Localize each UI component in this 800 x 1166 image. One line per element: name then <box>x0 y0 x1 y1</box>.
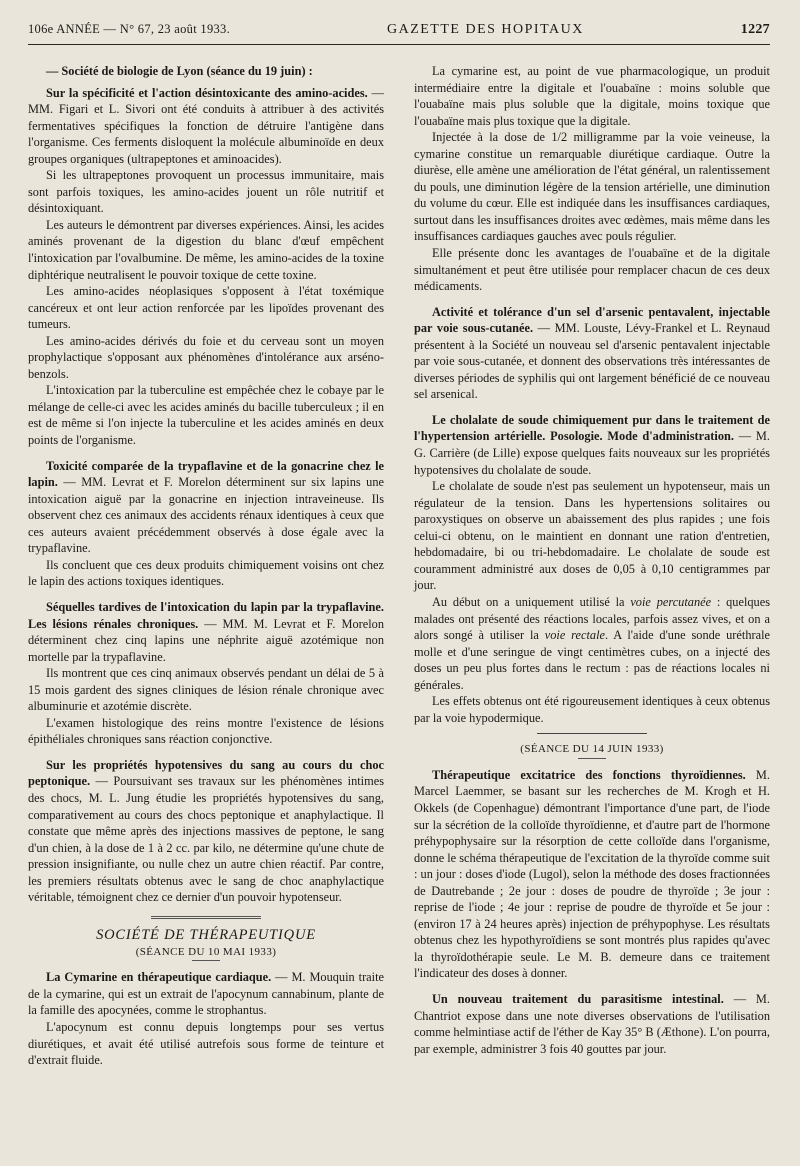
text-run: : quelques malades ont présenté des réactions locales, parfois assez vives, et on a alors songé à utiliser la <box>414 594 770 643</box>
paragraph: Les auteurs le démontrent par diverses expériences. Ainsi, les acides aminés provenant de la digestion du blanc d'œuf empêchent l'intoxication par l'ovalbumine. De même, les amino-acides de la toxine diphtérique neutralisent le pouvoir toxique de cette toxine. <box>28 217 384 282</box>
article-cymarine <box>28 969 384 1019</box>
article-parasitisme <box>414 991 770 1057</box>
article-title: La Cymarine en thérapeutique cardiaque. <box>46 970 272 985</box>
article-text: — M. G. Carrière (de Lille) expose quelques faits nouveaux sur les propriétés hypotensives du cholalate de soude. <box>414 429 770 477</box>
article-title: Thérapeutique excitatrice des fonctions thyroïdiennes. <box>432 767 746 782</box>
article-trypaflavine <box>28 458 384 557</box>
article-text: — M. Chantriot expose dans une note diverses observations de l'utilisation comme helmintiase actif de l'éther de Kay 35° B (Æthone). L'on pourra, par exemple, administrer 3 fois 40 gouttes par jour. <box>414 991 770 1056</box>
session-date: (SÉANCE DU 10 MAI 1933) <box>135 945 277 958</box>
paragraph: Les amino-acides néoplasiques s'opposent à l'état toxémique cancéreux et ont leur action renforcée par les lipoïdes provenant des tumeurs. <box>28 284 384 332</box>
article-title: Activité et tolérance d'un sel d'arsenic pentavalent, injectable par voie sous-cutanée. <box>414 304 770 336</box>
article-thyroide <box>414 767 770 982</box>
paragraph: La cymarine est, au point de vue pharmacologique, un produit intermédiaire entre la digitale et l'ouabaïne : moins soluble que l'ouabaïne mais plus soluble que la digitale, moins toxique que l'ouabaïne mais plus toxique que la digitale. <box>414 64 770 128</box>
emphasis: voie percutanée <box>630 594 712 609</box>
issue-info: 106e ANNÉE — N° 67, 23 août 1933. <box>28 22 231 36</box>
paragraph: L'apocynum est connu depuis longtemps pour ses vertus diurétiques, et avait été utilisé autrefois sous forme de teinture et d'extrait fluide. <box>28 1020 384 1068</box>
article-sequelles <box>28 599 384 665</box>
article-title: Sur les propriétés hypotensives du sang au cours du choc peptonique. <box>28 757 384 789</box>
article-title: Toxicité comparée de la trypaflavine et de la gonacrine chez le lapin. <box>28 458 384 490</box>
paragraph: L'examen histologique des reins montre l'existence de lésions épithéliales chroniques sans réaction conjonctive. <box>28 715 384 747</box>
article-text: — M. Mouquin traite de la cymarine, qui est un extrait de l'apocynum cannabinum, plante de la famille des apocynées, comme le strophantus. <box>28 970 384 1018</box>
paragraph: Les effets obtenus ont été rigoureusement identiques à ceux obtenus par la voie hypodermique. <box>414 694 770 725</box>
article-title: Un nouveau traitement du parasitisme intestinal. <box>432 991 724 1006</box>
article-text: — MM. Louste, Lévy-Frankel et L. Reynaud présentent à la Société un nouveau sel d'arsenic pentavalent injectable par voie sous-cutanée, et donnent des observations très intéressantes de diverses périodes de syphilis qui ont largement bénéficié de ce nouveau sel arsenical. <box>414 321 770 402</box>
article-text: M. Marcel Laemmer, se basant sur les recherches de M. Krogh et H. Okkels (de Copenhague) démontrant l'importance d'une part, de l'iode sur la sécrétion de la colloïde thyroïdienne, et d'autre part de l'hormone préhypophysaire sur la résorption de cette colloïde dans l'organisme, donne le schéma thérapeutique de l'excitation de la thyroïde comme suit : un jour : doses d'iode (Lugol), selon la méthode des doses fractionnées de Dautrebande ; 2e jour : doses de poudre de thyroïde ; 3e jour : reprise de l'iode ; 4e jour : reprise de poudre de thyroïde et 5e jour : (environ 17 à 24 heures après) injection de préhypophyse. Les résultats obtenus chez les hypothyroïdiens se sont montrés plus rapides qu'avec la thyroïdothérapie seule. Le M. B. demeure dans ce traitement l'indicateur des doses à donner. <box>414 767 770 981</box>
article-title: Sur la spécificité et l'action désintoxicante des amino-acides. <box>46 85 368 100</box>
divider <box>192 960 220 961</box>
article-text: — MM. M. Levrat et F. Morelon déterminent chez cinq lapins une néphrite aiguë azotémique non mortelle par la trypaflavine. <box>28 616 384 664</box>
paragraph: Ils concluent que ces deux produits chimiquement voisins ont chez le lapin des actions toxiques identiques. <box>28 557 384 589</box>
paragraph: Injectée à la dose de 1/2 milligramme par la voie veineuse, la cymarine constitue un remarquable diurétique cardiaque. Outre la diurèse, elle amène une amélioration de l'état général, un ralentissement du pouls, une diminution légère de la tension artérielle, une diminution du volume du cœur. Elle est indiquée dans les insuffisances cardiaques, surtout dans les insuffisances droites avec œdèmes, mais même dans les insuffisances cardiaques gauches avec pouls régulier. <box>414 130 770 244</box>
right-column <box>414 63 770 1069</box>
article-text: — MM. Levrat et F. Morelon déterminent sur six lapins une intoxication aiguë par la gonacrine en injection intraveineuse. Ils observent chez ces animaux des accidents rénaux identiques à ceux que ces auteurs avaient précédemment observés à dose égale avec la trypaflavine. <box>28 475 384 556</box>
session-date: (SÉANCE DU 14 JUIN 1933) <box>520 743 664 756</box>
running-header <box>28 22 770 45</box>
text-run: . A l'aide d'une sonde uréthrale molle et d'une seringue de vingt centimètres cubes, on a injecté des doses un peu plus fortes dans le rectum : pas de réactions locales ni générales. <box>414 628 770 692</box>
article-title: Le cholalate de soude chimiquement pur dans le traitement de l'hypertension artérielle. Posologie. Mode d'administration. <box>414 412 770 444</box>
divider <box>537 733 647 734</box>
paragraph <box>414 594 770 693</box>
society-heading: — Société de biologie de Lyon (séance du 19 juin) : <box>46 64 313 78</box>
article-choc-peptonique <box>28 757 384 906</box>
paragraph: Les amino-acides dérivés du foie et du cerveau sont un moyen prophylactique s'opposant aux phénomènes d'intolérance aux arséno-benzols. <box>28 333 384 381</box>
article-text: — MM. Figari et L. Sivori ont été conduits à attribuer à des activités fermentatives spécifiques la fonction de détruire l'antigène dans l'organisme. Ces ferments disloquent la molécule albuminoïde en deux groupes organiques (ultrapeptones et aminoacides). <box>28 85 384 166</box>
section-heading: SOCIÉTÉ DE THÉRAPEUTIQUE <box>96 927 316 944</box>
page-number: 1227 <box>740 22 770 37</box>
two-column-body <box>28 63 770 1069</box>
article-text: — Poursuivant ses travaux sur les phénomènes intimes des chocs, M. L. Jung étudie les propriétés hypotensives du sang, comparativement au cours des chocs peptonique et anaphylactique. Il constate que même après des injections massives de peptone, le sang d'un chien, à la dose de 1 à 2 cc. par kilo, ne détermine qu'une chute de pression insignifiante, ou nulle chez un autre chien réactif. Par contre, les premiers résultats obtenus avec le sang de choc anaphylactique véritable, témoignent chez ce dernier d'un pouvoir hypotenseur. <box>28 774 384 905</box>
article-cholalate <box>414 412 770 478</box>
left-column <box>28 63 384 1069</box>
divider <box>578 758 606 759</box>
emphasis: voie rectale <box>544 628 605 643</box>
paragraph: Elle présente donc les avantages de l'ouabaïne et de la digitale simultanément et peut être utilisée pour remplacer chacun de ces deux médicaments. <box>414 246 770 294</box>
article-title: Séquelles tardives de l'intoxication du lapin par la trypaflavine. Les lésions rénales chroniques. <box>28 599 384 631</box>
paragraph: Le cholalate de soude n'est pas seulement un hypotenseur, mais un régulateur de la tension. Dans les hypertensions solitaires ou paroxystiques on observe un abaissement des plus rapides ; une fois celui-ci obtenu, on le maintient en donnant une ration d'entretien, hebdomadaire, bi ou tri-hebdomadaire. Le cholalate de soude est couramment administré aux doses de 0,05 à 0,10 centigrammes par jour. <box>414 479 770 593</box>
paragraph: Si les ultrapeptones provoquent un processus immunitaire, mais sont parfois toxiques, les amino-acides jouent un rôle nutritif et désintoxiquant. <box>28 168 384 216</box>
paragraph: L'intoxication par la tuberculine est empêchée chez le cobaye par le mélange de celle-ci avec les acides aminés du bacille tuberculeux ; il en est de même si l'on injecte la tuberculine et les acides aminés en deux points de l'organisme. <box>28 383 384 448</box>
section-divider <box>151 916 261 920</box>
article-arsenic <box>414 304 770 403</box>
paragraph: Ils montrent que ces cinq animaux observés pendant un délai de 5 à 15 mois gardent des signes cliniques de lésion rénale chronique avec albuminurie et azotémie discrète. <box>28 666 384 714</box>
journal-title: GAZETTE DES HOPITAUX <box>386 22 584 37</box>
text-run: Au début on a uniquement utilisé la <box>432 594 631 609</box>
article-amino-acides <box>28 85 384 168</box>
